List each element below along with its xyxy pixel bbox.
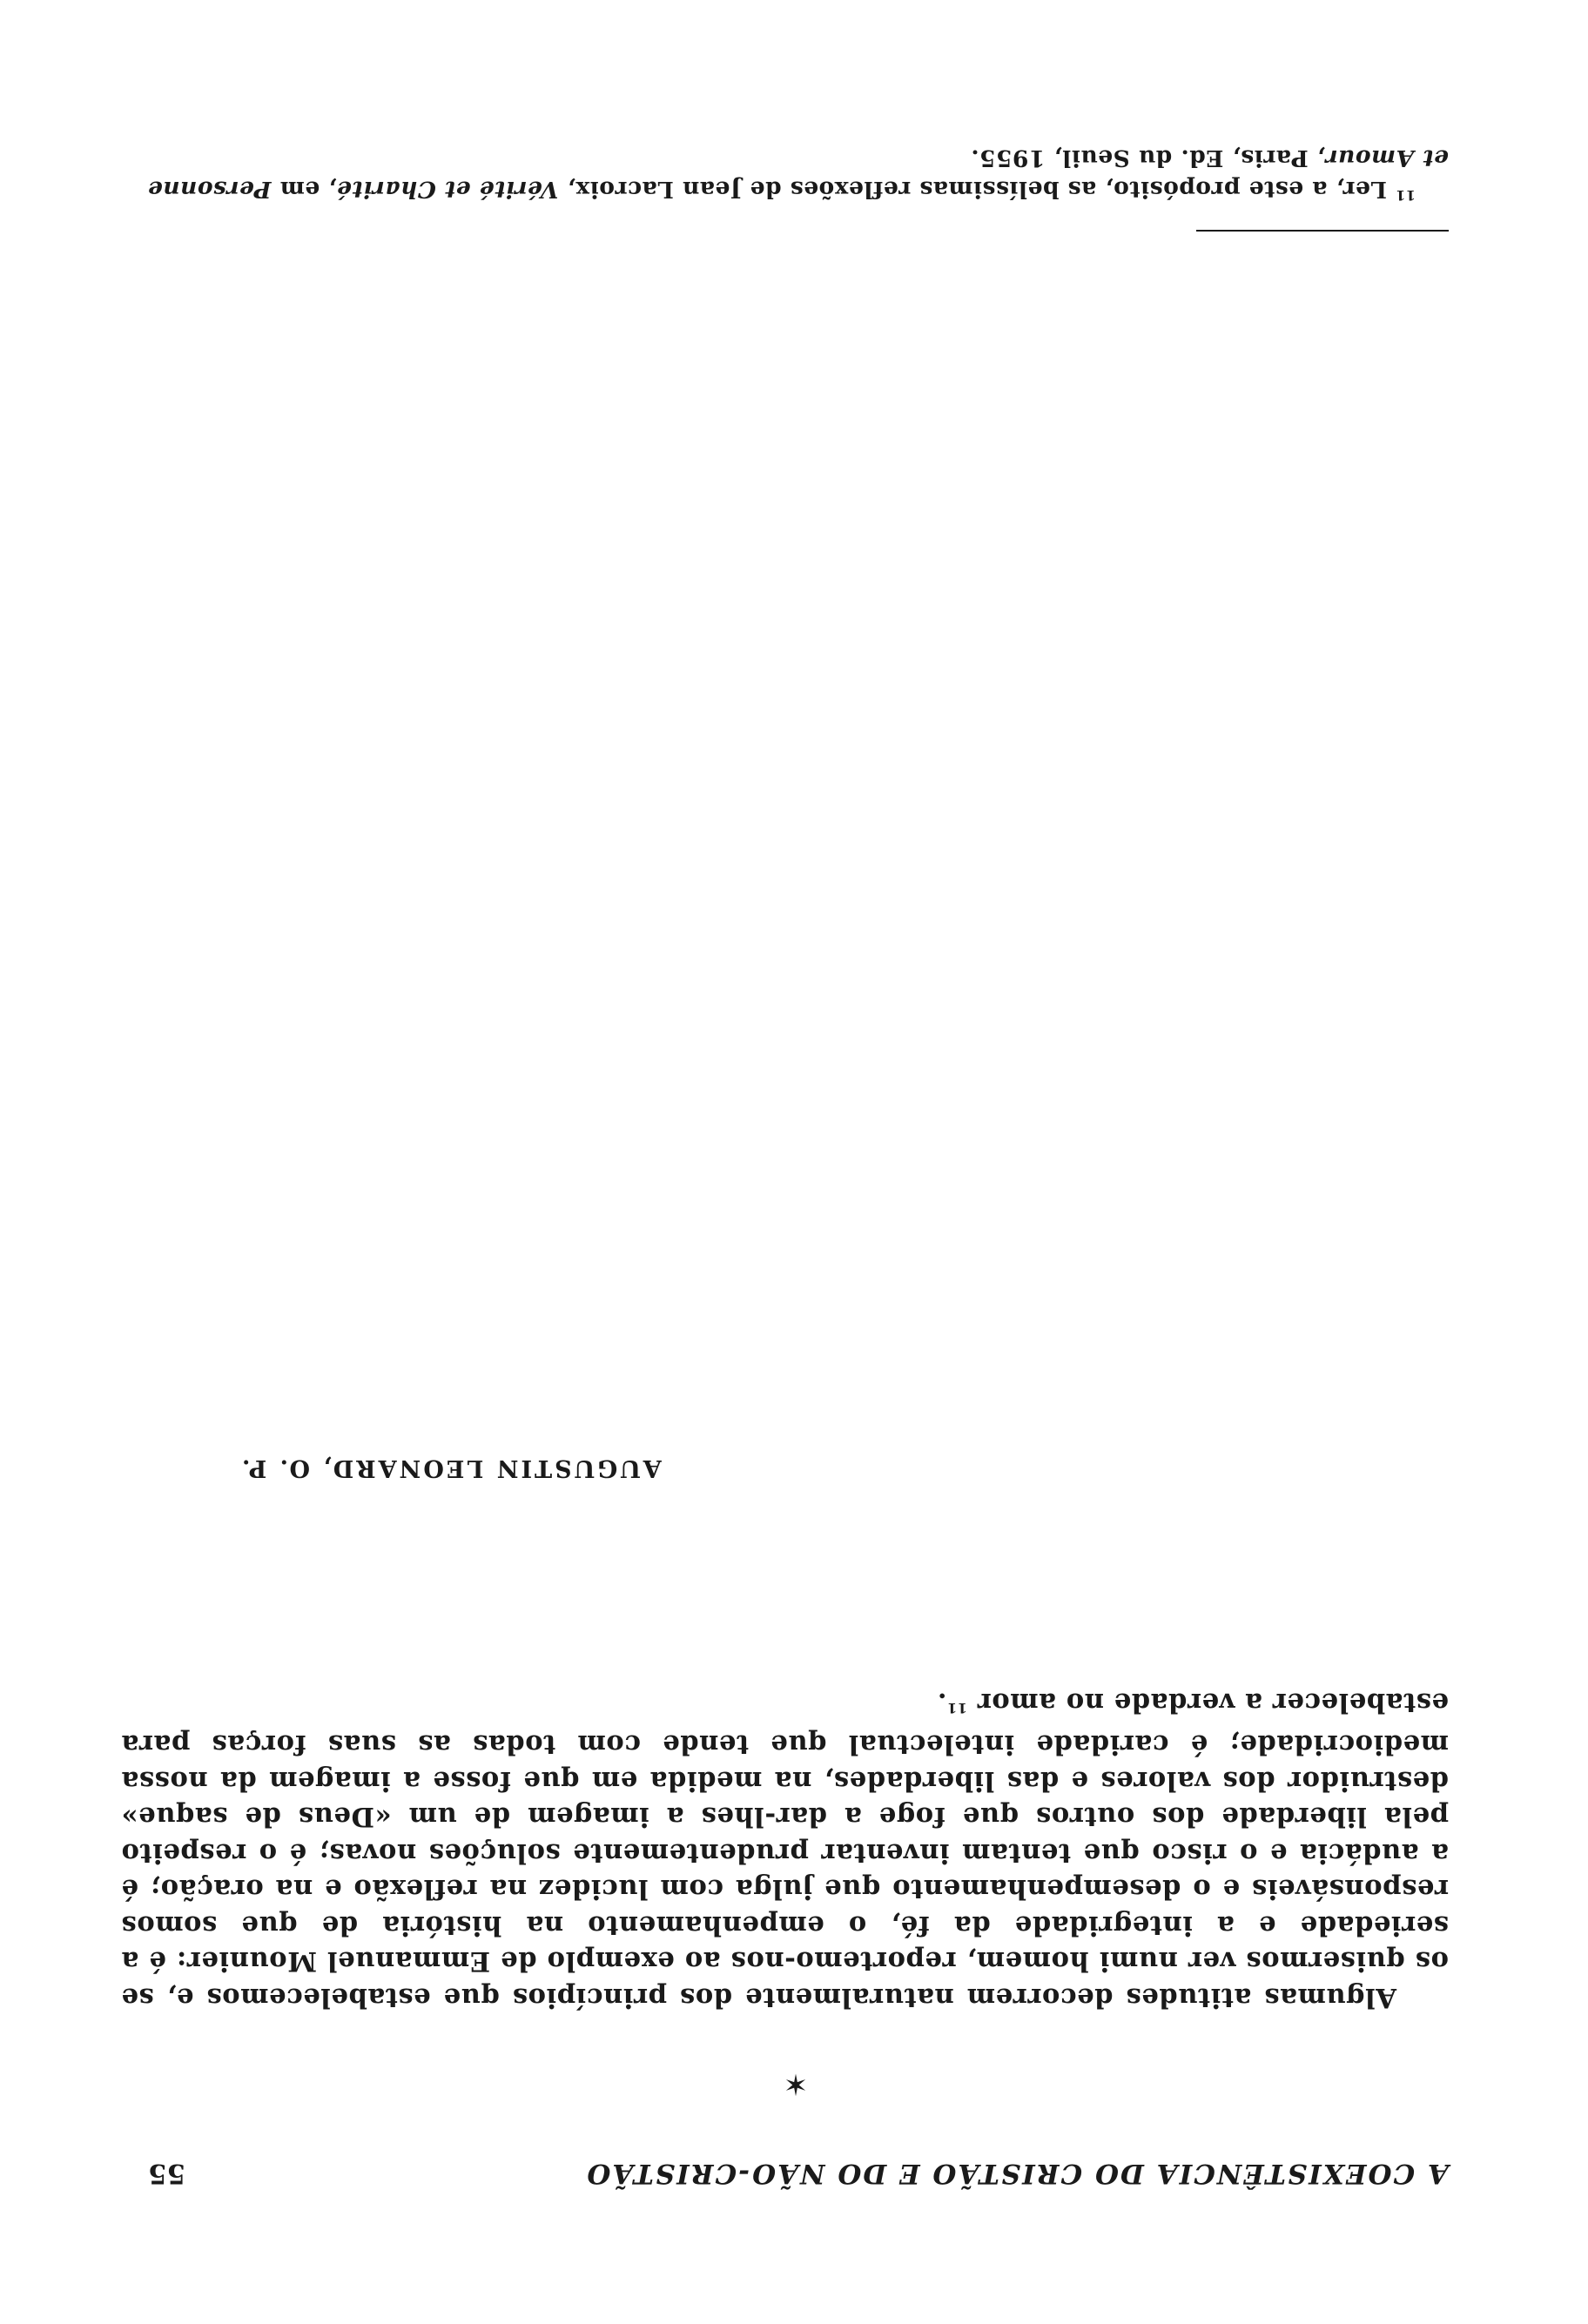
footnote-book-title: Personne et Amour (147, 144, 1449, 204)
paragraph-closing: . (937, 1686, 947, 1718)
star-ornament-icon: ✶ (783, 2066, 809, 2101)
footnote (134, 142, 1449, 211)
footnote-marker: 11 (1395, 187, 1416, 204)
footnote-divider (1196, 230, 1449, 232)
body-text (121, 1683, 1449, 2015)
page-number: 55 (148, 2158, 186, 2189)
author-signature: AUGUSTIN LEONARD, O. P. (239, 1454, 662, 1481)
running-title: A COEXISTÊNCIA DO CRISTÃO E DO NÃO-CRISTÃO (585, 2158, 1449, 2189)
footnote-text-middle: , em (279, 176, 337, 204)
footnote-reference: 11 (946, 1700, 967, 1716)
paragraph-text: Algumas atitudes decorrem naturalmente dos princípios que estabelecemos e, se os quisermos ver numi homem, reportemo-nos ao exemplo de Emmanuel Mounier: é a seriedade e a integridade da fé, o empenhamento na história de que somos responsáveis e o desempenhamento que julga com lucidez na reflexão e na oração; é a audácia e o risco que tentam inventar prudentemente soluções novas; é o respeito pela liberdade dos outros que foge a dar-lhes a imagem de um «Deus de saque» destruidor dos valores e das liberdades, na medida em que fosse a imagem da nossa mediocridade; é caridade intelectual que tende com todas as suas forças para estabelecer a verdade no amor (121, 1686, 1449, 2013)
footnote-work-title: Vérité et Charité (336, 176, 559, 204)
body-paragraph (121, 1683, 1449, 2015)
running-head (148, 2158, 1449, 2189)
footnote-text-before: Ler, a este propósito, as belíssimas reflexões de Jean Lacroix, (567, 176, 1387, 204)
footnote-text-after: , Paris, Ed. du Seuil, 1955. (970, 144, 1326, 172)
